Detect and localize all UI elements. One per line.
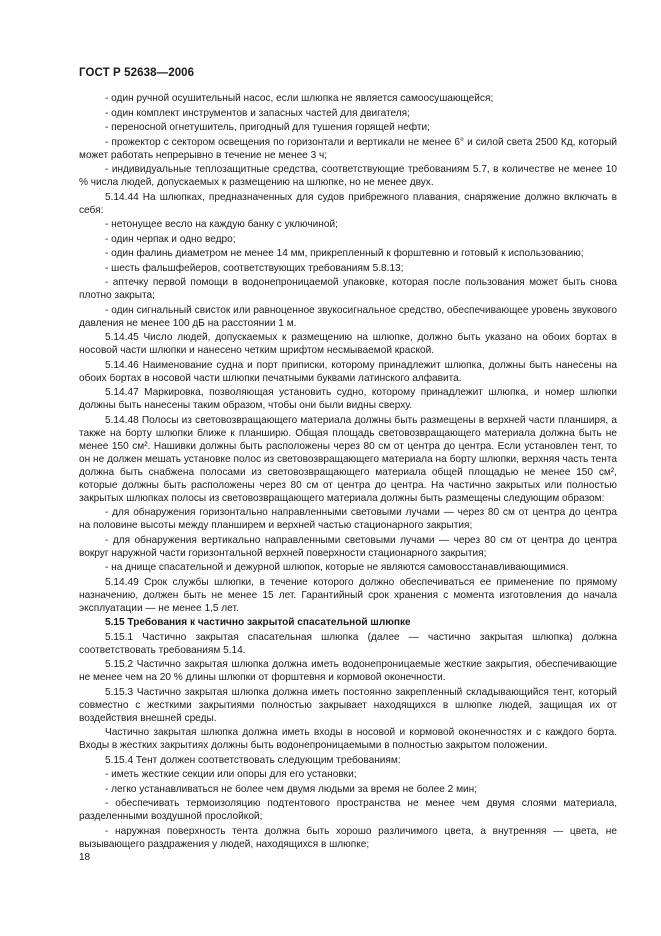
list-item: - один фалинь диаметром не менее 14 мм, прикрепленный к форштевню и готовый к использованию; [105, 248, 584, 259]
list-item: - один черпак и одно ведро; [105, 233, 236, 245]
clause-paragraph: 5.15.1 Частично закрытая спасательная шлюпка (далее — частично закрытая шлюпка) должна соответствовать требованиям 5.14. [79, 631, 617, 656]
list-item: - один комплект инструментов и запасных частей для двигателя; [105, 107, 410, 119]
list-item: - один сигнальный свисток или равноценное звукосигнальное средство, обеспечивающее уровень звукового давления не менее 100 дБ на расстоянии 1 м. [79, 304, 617, 329]
list-item: - индивидуальные теплозащитные средства, соответствующие требованиям 5.7, в количестве не менее 10 % числа людей, допускаемых к размещению на шлюпке, но не менее двух. [79, 164, 617, 188]
list-item: - наружная поверхность тента должна быть хорошо различимого цвета, а внутренняя — цвета, не вызывающего раздражения у людей, находящихся в шлюпке; [79, 825, 617, 850]
clause-paragraph: 5.15.3 Частично закрытая шлюпка должна иметь постоянно закрепленный складывающийся тент, который совместно с жесткими закрытиями полностью закрывает находящихся в шлюпке людей, защищая их от воздействия внешней среды. [79, 686, 617, 724]
list-item: - обеспечивать термоизоляцию подтентового пространства не менее чем двумя слоями материала, разделенными воздушной прослойкой; [79, 798, 617, 822]
list-item: - прожектор с сектором освещения по горизонтали и вертикали не менее 6° и силой света 2500 Кд, который может работать непрерывно в течение не менее 3 ч; [79, 136, 617, 161]
list-item: - нетонущее весло на каждую банку с уключиной; [105, 219, 338, 230]
clause-paragraph: 5.15.2 Частично закрытая шлюпка должна иметь водонепроницаемые жесткие закрытия, обеспечивающие не менее чем на 20 % длины шлюпки от форштевня и кормовой оконечности. [79, 659, 617, 683]
clause-paragraph: 5.14.49 Срок службы шлюпки, в течение которого должно обеспечиваться ее применение по прямому назначению, должен быть не менее 15 лет. Гарантийный срок хранения с момента изготовления до начала эксплуатации — не менее 1,5 лет. [79, 576, 617, 614]
list-item: - переносной огнетушитель, пригодный для тушения горящей нефти; [105, 122, 430, 133]
list-item: - шесть фальшфейеров, соответствующих требованиям 5.8.13; [105, 262, 404, 274]
clause-paragraph: 5.14.45 Число людей, допускаемых к размещению на шлюпке, должно быть указано на обоих бортах в носовой части шлюпки и нанесено четким шрифтом несмываемой краской. [79, 332, 617, 356]
clause-paragraph: Частично закрытая шлюпка должна иметь входы в носовой и кормовой оконечностях и с каждого борта. Входы в жестких закрытиях должны быть водонепроницаемыми в полностью закрытом положении. [79, 727, 617, 751]
list-item: - на днище спасательной и дежурной шлюпок, которые не являются самовосстанавливающимися. [105, 562, 569, 573]
clause-paragraph: 5.14.47 Маркировка, позволяющая установить судно, которому принадлежит шлюпка, и номер шлюпки должны быть нанесены таким образом, чтобы они были видны сверху. [79, 387, 617, 411]
clause-paragraph: 5.14.44 На шлюпках, предназначенных для судов прибрежного плавания, снаряжение должно включать в себя: [79, 191, 617, 216]
list-item: - для обнаружения вертикально направленными световыми лучами — через 80 см от центра до центра вокруг наружной части горизонтальной верхней поверхности стационарного закрытия; [79, 534, 617, 559]
clause-paragraph: 5.14.48 Полосы из световозвращающего материала должны быть размещены в верхней части планширя, а также на борту шлюпки ближе к планширю. Общая площадь световозвращающего материала должна быть не менее 150 см². Нашивки должны быть расположены через 80 см от центра до центра. Если установлен тент, то он не должен мешать установке полос из световозвращающего материала на борту шлюпки, верхняя часть тента должна быть снабжена полосами из световозвращающего материала общей площадью не менее 150 см², которые должны быть расположены через 80 см от центра до центра. На частично закрытых или полностью закрытых шлюпках полосы из световозвращающего материала должны быть размещены следующим образом: [79, 414, 617, 504]
section-heading: 5.15 Требования к частично закрытой спасательной шлюпке [105, 617, 411, 628]
list-item: - легко устанавливаться не более чем двумя людьми за время не более 2 мин; [105, 783, 478, 795]
document-body [79, 92, 617, 852]
document-header: ГОСТ Р 52638—2006 [79, 67, 195, 79]
list-item: - иметь жесткие секции или опоры для его установки; [105, 769, 357, 780]
clause-paragraph: 5.15.4 Тент должен соответствовать следующим требованиям: [105, 754, 401, 766]
list-item: - один ручной осушительный насос, если шлюпка не является самоосушающейся; [105, 93, 494, 104]
clause-paragraph: 5.14.46 Наименование судна и порт приписки, которому принадлежит шлюпка, должны быть нанесены на обоих бортах в носовой части шлюпки печатными буквами латинского алфавита. [79, 359, 617, 384]
list-item: - для обнаружения горизонтально направленными световыми лучами — через 80 см от центра до центра на половине высоты между планширем и верхней частью стационарного закрытия; [79, 507, 617, 531]
page-number: 18 [79, 852, 91, 863]
list-item: - аптечку первой помощи в водонепроницаемой упаковке, которая после пользования может быть снова плотно закрыта; [79, 277, 617, 301]
